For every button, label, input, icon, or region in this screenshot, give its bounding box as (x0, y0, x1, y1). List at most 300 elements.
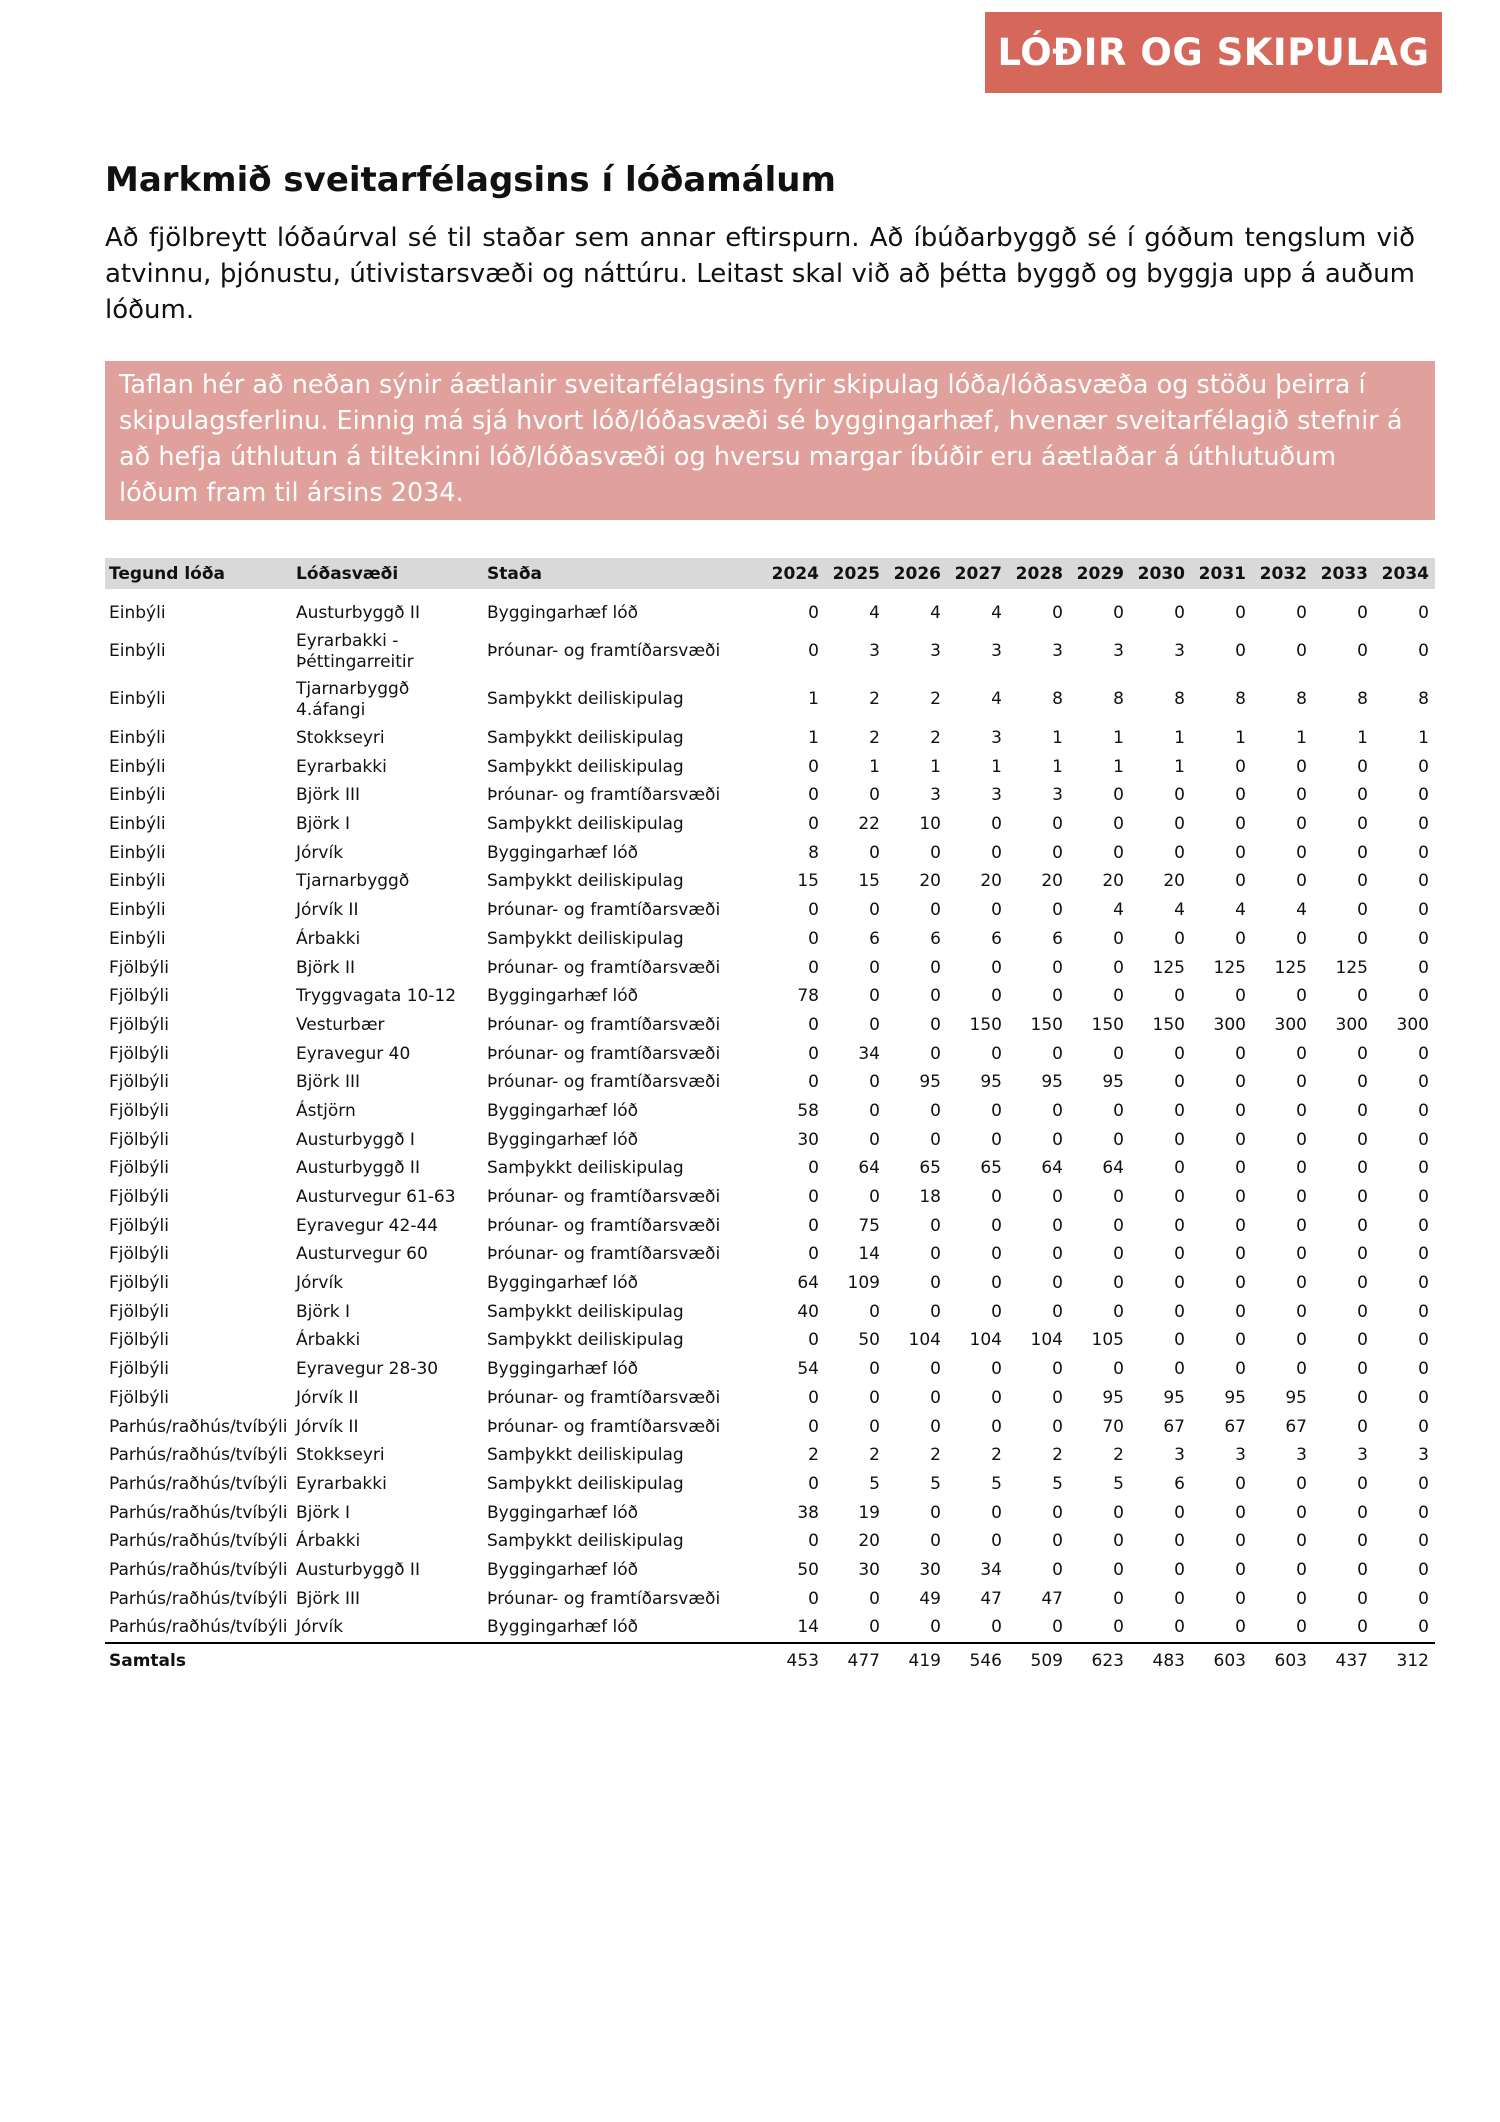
row-value-2032: 0 (1296, 1473, 1307, 1494)
row-value-2024: 0 (808, 1387, 819, 1408)
row-value-2033: 0 (1357, 1330, 1368, 1351)
row-value-2024: 0 (808, 928, 819, 949)
row-value-2027: 0 (991, 842, 1002, 863)
row-value-2027: 6 (991, 928, 1002, 949)
row-area: Árbakki (296, 928, 361, 949)
row-value-2034: 0 (1418, 1301, 1429, 1322)
row-value-2029: 0 (1113, 1617, 1124, 1638)
row-value-2030: 0 (1174, 1559, 1185, 1580)
row-value-2033: 0 (1357, 1273, 1368, 1294)
row-value-2034: 0 (1418, 1100, 1429, 1121)
row-value-2025: 15 (858, 871, 880, 892)
row-type: Einbýli (109, 689, 166, 710)
row-value-2031: 67 (1224, 1416, 1246, 1437)
row-value-2027: 0 (991, 1502, 1002, 1523)
row-value-2027: 0 (991, 814, 1002, 835)
row-value-2025: 19 (858, 1502, 880, 1523)
row-value-2025: 50 (858, 1330, 880, 1351)
row-value-2028: 0 (1052, 1244, 1063, 1265)
row-value-2025: 20 (858, 1531, 880, 1552)
row-value-2028: 5 (1052, 1473, 1063, 1494)
row-value-2026: 0 (930, 1129, 941, 1150)
row-value-2032: 0 (1296, 928, 1307, 949)
row-status: Þróunar- og framtíðarsvæði (487, 1416, 721, 1437)
row-type: Einbýli (109, 728, 166, 749)
row-value-2030: 67 (1163, 1416, 1185, 1437)
row-type: Fjölbýli (109, 1129, 169, 1150)
year-column-header: 2032 (1252, 558, 1313, 589)
table-row (105, 1097, 1435, 1126)
row-status: Samþykkt deiliskipulag (487, 728, 684, 749)
row-value-2024: 0 (808, 641, 819, 662)
row-value-2034: 1 (1418, 728, 1429, 749)
row-value-2025: 0 (869, 1072, 880, 1093)
row-value-2029: 95 (1102, 1072, 1124, 1093)
row-value-2026: 5 (930, 1473, 941, 1494)
row-value-2024: 0 (808, 900, 819, 921)
total-row (105, 1643, 1435, 1678)
row-value-2028: 0 (1052, 1129, 1063, 1150)
row-value-2033: 1 (1357, 728, 1368, 749)
row-status: Byggingarhæf lóð (487, 986, 639, 1007)
row-value-2028: 0 (1052, 1043, 1063, 1064)
row-value-2033: 0 (1357, 756, 1368, 777)
row-value-2030: 0 (1174, 1043, 1185, 1064)
row-area: Björk III (296, 785, 361, 806)
row-value-2033: 0 (1357, 1416, 1368, 1437)
row-status: Byggingarhæf lóð (487, 1129, 639, 1150)
year-column-header: 2030 (1130, 558, 1191, 589)
row-value-2033: 0 (1357, 1187, 1368, 1208)
row-value-2026: 419 (886, 1643, 947, 1678)
row-value-2026: 4 (930, 603, 941, 624)
row-value-2028: 0 (1052, 842, 1063, 863)
row-value-2031: 0 (1235, 1072, 1246, 1093)
row-value-2024: 0 (808, 1014, 819, 1035)
row-value-2030: 0 (1174, 1244, 1185, 1265)
row-value-2026: 0 (930, 1531, 941, 1552)
table-row (105, 1068, 1435, 1097)
row-value-2026: 0 (930, 842, 941, 863)
row-value-2034: 0 (1418, 641, 1429, 662)
row-area: Árbakki (296, 1531, 361, 1552)
row-value-2031: 0 (1235, 603, 1246, 624)
row-value-2033: 0 (1357, 1301, 1368, 1322)
row-status: Byggingarhæf lóð (487, 603, 639, 624)
row-value-2028: 0 (1052, 900, 1063, 921)
row-value-2025: 0 (869, 986, 880, 1007)
row-value-2034: 0 (1418, 756, 1429, 777)
row-type: Fjölbýli (109, 986, 169, 1007)
row-value-2024: 0 (808, 1158, 819, 1179)
row-area: Eyravegur 42-44 (296, 1215, 439, 1236)
row-value-2024: 453 (764, 1643, 825, 1678)
row-value-2025: 0 (869, 785, 880, 806)
row-value-2029: 0 (1113, 1043, 1124, 1064)
row-value-2024: 1 (808, 728, 819, 749)
row-value-2025: 0 (869, 1588, 880, 1609)
row-value-2034: 0 (1418, 1559, 1429, 1580)
row-type: Fjölbýli (109, 1043, 169, 1064)
row-value-2034: 0 (1418, 1129, 1429, 1150)
row-value-2026: 0 (930, 1100, 941, 1121)
row-status: Þróunar- og framtíðarsvæði (487, 1244, 721, 1265)
row-value-2026: 0 (930, 986, 941, 1007)
row-value-2029: 0 (1113, 814, 1124, 835)
row-area: Ástjörn (296, 1100, 356, 1121)
spacer-row (105, 589, 1435, 599)
row-value-2033: 0 (1357, 871, 1368, 892)
row-area: Austurbyggð II (296, 1559, 420, 1580)
row-value-2032: 0 (1296, 1359, 1307, 1380)
row-value-2026: 104 (908, 1330, 941, 1351)
table-row (105, 1240, 1435, 1269)
row-value-2025: 14 (858, 1244, 880, 1265)
row-value-2030: 3 (1174, 641, 1185, 662)
row-value-2026: 1 (930, 756, 941, 777)
row-value-2034: 0 (1418, 1588, 1429, 1609)
row-value-2033: 0 (1357, 1473, 1368, 1494)
row-value-2024: 58 (797, 1100, 819, 1121)
row-value-2024: 8 (808, 842, 819, 863)
row-value-2024: 0 (808, 1215, 819, 1236)
row-value-2031: 0 (1235, 1158, 1246, 1179)
row-value-2031: 0 (1235, 1617, 1246, 1638)
row-area: Jórvík (296, 1273, 344, 1294)
row-value-2031: 0 (1235, 1359, 1246, 1380)
row-value-2029: 0 (1113, 1502, 1124, 1523)
row-value-2025: 0 (869, 957, 880, 978)
row-value-2031: 0 (1235, 1588, 1246, 1609)
row-value-2026: 18 (919, 1187, 941, 1208)
row-value-2030: 20 (1163, 871, 1185, 892)
row-value-2027: 95 (980, 1072, 1002, 1093)
row-value-2033: 0 (1357, 1158, 1368, 1179)
row-value-2033: 0 (1357, 1043, 1368, 1064)
lot-plan-table (105, 558, 1435, 1678)
row-value-2025: 0 (869, 842, 880, 863)
row-area (292, 1643, 483, 1678)
row-value-2026: 0 (930, 1215, 941, 1236)
row-status: Samþykkt deiliskipulag (487, 1330, 684, 1351)
row-value-2032: 0 (1296, 986, 1307, 1007)
row-value-2026: 3 (930, 641, 941, 662)
row-value-2034: 0 (1418, 785, 1429, 806)
row-type: Fjölbýli (109, 957, 169, 978)
row-value-2026: 0 (930, 1273, 941, 1294)
row-value-2027: 0 (991, 986, 1002, 1007)
year-column-header: 2033 (1313, 558, 1374, 589)
row-value-2024: 0 (808, 1187, 819, 1208)
row-value-2027: 3 (991, 785, 1002, 806)
row-value-2031: 0 (1235, 928, 1246, 949)
row-value-2033: 0 (1357, 1559, 1368, 1580)
row-value-2030: 483 (1130, 1643, 1191, 1678)
table-row (105, 1039, 1435, 1068)
row-value-2028: 0 (1052, 1502, 1063, 1523)
row-value-2034: 0 (1418, 1043, 1429, 1064)
row-value-2024: 2 (808, 1445, 819, 1466)
row-type: Parhús/raðhús/tvíbýli (109, 1588, 288, 1609)
row-area: Austurbyggð II (296, 603, 420, 624)
row-value-2025: 22 (858, 814, 880, 835)
row-value-2028: 0 (1052, 1273, 1063, 1294)
row-value-2024: 0 (808, 756, 819, 777)
row-area: Eyrarbakki (296, 756, 387, 777)
column-header: Tegund lóða (105, 558, 292, 589)
row-value-2026: 10 (919, 814, 941, 835)
row-status: Samþykkt deiliskipulag (487, 1473, 684, 1494)
row-value-2025: 64 (858, 1158, 880, 1179)
row-value-2028: 95 (1041, 1072, 1063, 1093)
table-row (105, 752, 1435, 781)
row-value-2034: 0 (1418, 814, 1429, 835)
table-row (105, 1326, 1435, 1355)
row-value-2025: 4 (869, 603, 880, 624)
row-value-2031: 0 (1235, 1100, 1246, 1121)
row-value-2030: 95 (1163, 1387, 1185, 1408)
table-row (105, 867, 1435, 896)
row-status: Samþykkt deiliskipulag (487, 1531, 684, 1552)
intro-paragraph: Að fjölbreytt lóðaúrval sé til staðar sem annar eftirspurn. Að íbúðarbyggð sé í góðum tengslum við atvinnu, þjónustu, útivistarsvæði og náttúru. Leitast skal við að þétta byggð og byggja upp á auðum lóðum. (105, 223, 1415, 325)
row-value-2030: 3 (1174, 1445, 1185, 1466)
table-row (105, 1183, 1435, 1212)
row-value-2028: 0 (1052, 603, 1063, 624)
row-value-2033: 0 (1357, 1129, 1368, 1150)
row-value-2027: 0 (991, 1359, 1002, 1380)
row-value-2025: 109 (847, 1273, 880, 1294)
row-value-2033: 0 (1357, 603, 1368, 624)
row-value-2024: 0 (808, 1072, 819, 1093)
row-type: Fjölbýli (109, 1359, 169, 1380)
row-status: Þróunar- og framtíðarsvæði (487, 1072, 721, 1093)
row-type: Fjölbýli (109, 1330, 169, 1351)
table-row (105, 1011, 1435, 1040)
row-value-2030: 0 (1174, 603, 1185, 624)
row-value-2030: 0 (1174, 1187, 1185, 1208)
year-column-header: 2025 (825, 558, 886, 589)
row-value-2034: 0 (1418, 842, 1429, 863)
row-value-2026: 2 (930, 1445, 941, 1466)
row-value-2024: 0 (808, 814, 819, 835)
row-status: Þróunar- og framtíðarsvæði (487, 1588, 721, 1609)
row-value-2026: 30 (919, 1559, 941, 1580)
row-value-2031: 95 (1224, 1387, 1246, 1408)
row-value-2031: 0 (1235, 814, 1246, 835)
row-value-2030: 0 (1174, 1158, 1185, 1179)
row-value-2031: 0 (1235, 1559, 1246, 1580)
year-column-header: 2028 (1008, 558, 1069, 589)
row-value-2030: 0 (1174, 785, 1185, 806)
row-value-2027: 0 (991, 1244, 1002, 1265)
row-value-2026: 0 (930, 1502, 941, 1523)
row-value-2033: 125 (1335, 957, 1368, 978)
row-value-2031: 0 (1235, 1187, 1246, 1208)
row-value-2031: 603 (1191, 1643, 1252, 1678)
row-value-2026: 0 (930, 900, 941, 921)
row-value-2028: 0 (1052, 1215, 1063, 1236)
row-value-2031: 0 (1235, 1043, 1246, 1064)
row-value-2029: 0 (1113, 1244, 1124, 1265)
row-value-2024: 0 (808, 1588, 819, 1609)
row-value-2024: 14 (797, 1617, 819, 1638)
row-value-2028: 509 (1008, 1643, 1069, 1678)
row-value-2027: 0 (991, 1387, 1002, 1408)
table-row (105, 1527, 1435, 1556)
row-value-2032: 0 (1296, 1215, 1307, 1236)
row-type: Fjölbýli (109, 1014, 169, 1035)
row-value-2034: 0 (1418, 1502, 1429, 1523)
row-value-2032: 4 (1296, 900, 1307, 921)
row-status: Þróunar- og framtíðarsvæði (487, 957, 721, 978)
row-area: Tjarnarbyggð 4.áfangi (296, 678, 410, 720)
row-value-2027: 0 (991, 1100, 1002, 1121)
row-value-2033: 0 (1357, 928, 1368, 949)
row-value-2032: 0 (1296, 1072, 1307, 1093)
row-value-2027: 546 (947, 1643, 1008, 1678)
row-value-2029: 0 (1113, 1531, 1124, 1552)
row-value-2027: 0 (991, 1531, 1002, 1552)
row-area: Árbakki (296, 1330, 361, 1351)
row-value-2028: 64 (1041, 1158, 1063, 1179)
row-value-2027: 0 (991, 1187, 1002, 1208)
row-value-2031: 0 (1235, 641, 1246, 662)
row-value-2032: 0 (1296, 842, 1307, 863)
row-status: Þróunar- og framtíðarsvæði (487, 1014, 721, 1035)
row-value-2034: 0 (1418, 1617, 1429, 1638)
row-value-2031: 0 (1235, 1473, 1246, 1494)
row-value-2031: 0 (1235, 1301, 1246, 1322)
row-value-2034: 0 (1418, 1387, 1429, 1408)
row-value-2024: 54 (797, 1359, 819, 1380)
year-column-header: 2031 (1191, 558, 1252, 589)
row-value-2034: 0 (1418, 1273, 1429, 1294)
row-value-2028: 1 (1052, 728, 1063, 749)
row-value-2027: 0 (991, 1416, 1002, 1437)
row-value-2029: 0 (1113, 1273, 1124, 1294)
row-value-2028: 8 (1052, 689, 1063, 710)
row-area: Vesturbær (296, 1014, 385, 1035)
row-value-2033: 0 (1357, 641, 1368, 662)
table-row (105, 1355, 1435, 1384)
row-value-2026: 0 (930, 1617, 941, 1638)
row-type: Samtals (105, 1643, 292, 1678)
row-value-2033: 0 (1357, 900, 1368, 921)
row-value-2033: 3 (1357, 1445, 1368, 1466)
row-value-2024: 0 (808, 603, 819, 624)
row-value-2032: 0 (1296, 603, 1307, 624)
row-value-2028: 6 (1052, 928, 1063, 949)
row-status: Samþykkt deiliskipulag (487, 1301, 684, 1322)
row-value-2032: 0 (1296, 1330, 1307, 1351)
row-value-2028: 3 (1052, 641, 1063, 662)
row-area: Jórvík (296, 842, 344, 863)
row-value-2029: 1 (1113, 756, 1124, 777)
row-status: Samþykkt deiliskipulag (487, 689, 684, 710)
row-value-2028: 0 (1052, 1559, 1063, 1580)
table-row (105, 1211, 1435, 1240)
row-type: Einbýli (109, 641, 166, 662)
row-value-2029: 0 (1113, 957, 1124, 978)
row-value-2026: 0 (930, 1043, 941, 1064)
row-value-2029: 0 (1113, 1588, 1124, 1609)
row-value-2032: 0 (1296, 1273, 1307, 1294)
row-value-2031: 0 (1235, 842, 1246, 863)
row-type: Parhús/raðhús/tvíbýli (109, 1445, 288, 1466)
row-value-2034: 0 (1418, 1473, 1429, 1494)
row-value-2030: 150 (1152, 1014, 1185, 1035)
row-value-2032: 0 (1296, 1129, 1307, 1150)
table-row (105, 896, 1435, 925)
row-value-2030: 0 (1174, 1502, 1185, 1523)
table-row (105, 1498, 1435, 1527)
row-value-2025: 0 (869, 1014, 880, 1035)
row-value-2024: 0 (808, 1473, 819, 1494)
row-value-2029: 64 (1102, 1158, 1124, 1179)
row-value-2033: 300 (1335, 1014, 1368, 1035)
row-value-2033: 0 (1357, 1100, 1368, 1121)
row-value-2034: 0 (1418, 1215, 1429, 1236)
row-area: Jórvík II (296, 900, 359, 921)
row-area: Björk I (296, 1301, 351, 1322)
row-area: Austurvegur 61-63 (296, 1187, 456, 1208)
row-value-2033: 8 (1357, 689, 1368, 710)
row-value-2029: 4 (1113, 900, 1124, 921)
row-value-2034: 0 (1418, 928, 1429, 949)
row-value-2027: 3 (991, 728, 1002, 749)
row-value-2024: 0 (808, 1330, 819, 1351)
row-status: Byggingarhæf lóð (487, 1273, 639, 1294)
year-column-header: 2024 (764, 558, 825, 589)
row-area: Jórvík (296, 1617, 344, 1638)
row-value-2031: 0 (1235, 1215, 1246, 1236)
table-row (105, 724, 1435, 753)
table-row (105, 953, 1435, 982)
row-value-2032: 0 (1296, 1043, 1307, 1064)
row-value-2026: 49 (919, 1588, 941, 1609)
row-value-2029: 70 (1102, 1416, 1124, 1437)
row-value-2027: 2 (991, 1445, 1002, 1466)
table-row (105, 1125, 1435, 1154)
row-value-2029: 0 (1113, 1559, 1124, 1580)
row-status: Þróunar- og framtíðarsvæði (487, 900, 721, 921)
row-area: Eyrarbakki - Þéttingarreitir (296, 630, 414, 672)
row-type: Parhús/raðhús/tvíbýli (109, 1531, 288, 1552)
row-value-2029: 0 (1113, 986, 1124, 1007)
row-value-2027: 4 (991, 603, 1002, 624)
row-value-2024: 38 (797, 1502, 819, 1523)
row-value-2026: 6 (930, 928, 941, 949)
section-badge: LÓÐIR OG SKIPULAG (985, 12, 1442, 93)
row-value-2031: 0 (1235, 871, 1246, 892)
row-value-2027: 0 (991, 900, 1002, 921)
row-value-2033: 0 (1357, 1359, 1368, 1380)
row-value-2032: 0 (1296, 1502, 1307, 1523)
row-status: Samþykkt deiliskipulag (487, 928, 684, 949)
row-value-2030: 0 (1174, 986, 1185, 1007)
row-value-2028: 0 (1052, 814, 1063, 835)
row-value-2030: 125 (1152, 957, 1185, 978)
row-value-2029: 1 (1113, 728, 1124, 749)
row-value-2028: 0 (1052, 957, 1063, 978)
row-value-2029: 0 (1113, 842, 1124, 863)
row-status: Þróunar- og framtíðarsvæði (487, 1187, 721, 1208)
row-value-2032: 0 (1296, 814, 1307, 835)
row-value-2031: 0 (1235, 1502, 1246, 1523)
row-type: Einbýli (109, 785, 166, 806)
row-value-2032: 0 (1296, 785, 1307, 806)
row-value-2030: 0 (1174, 1617, 1185, 1638)
